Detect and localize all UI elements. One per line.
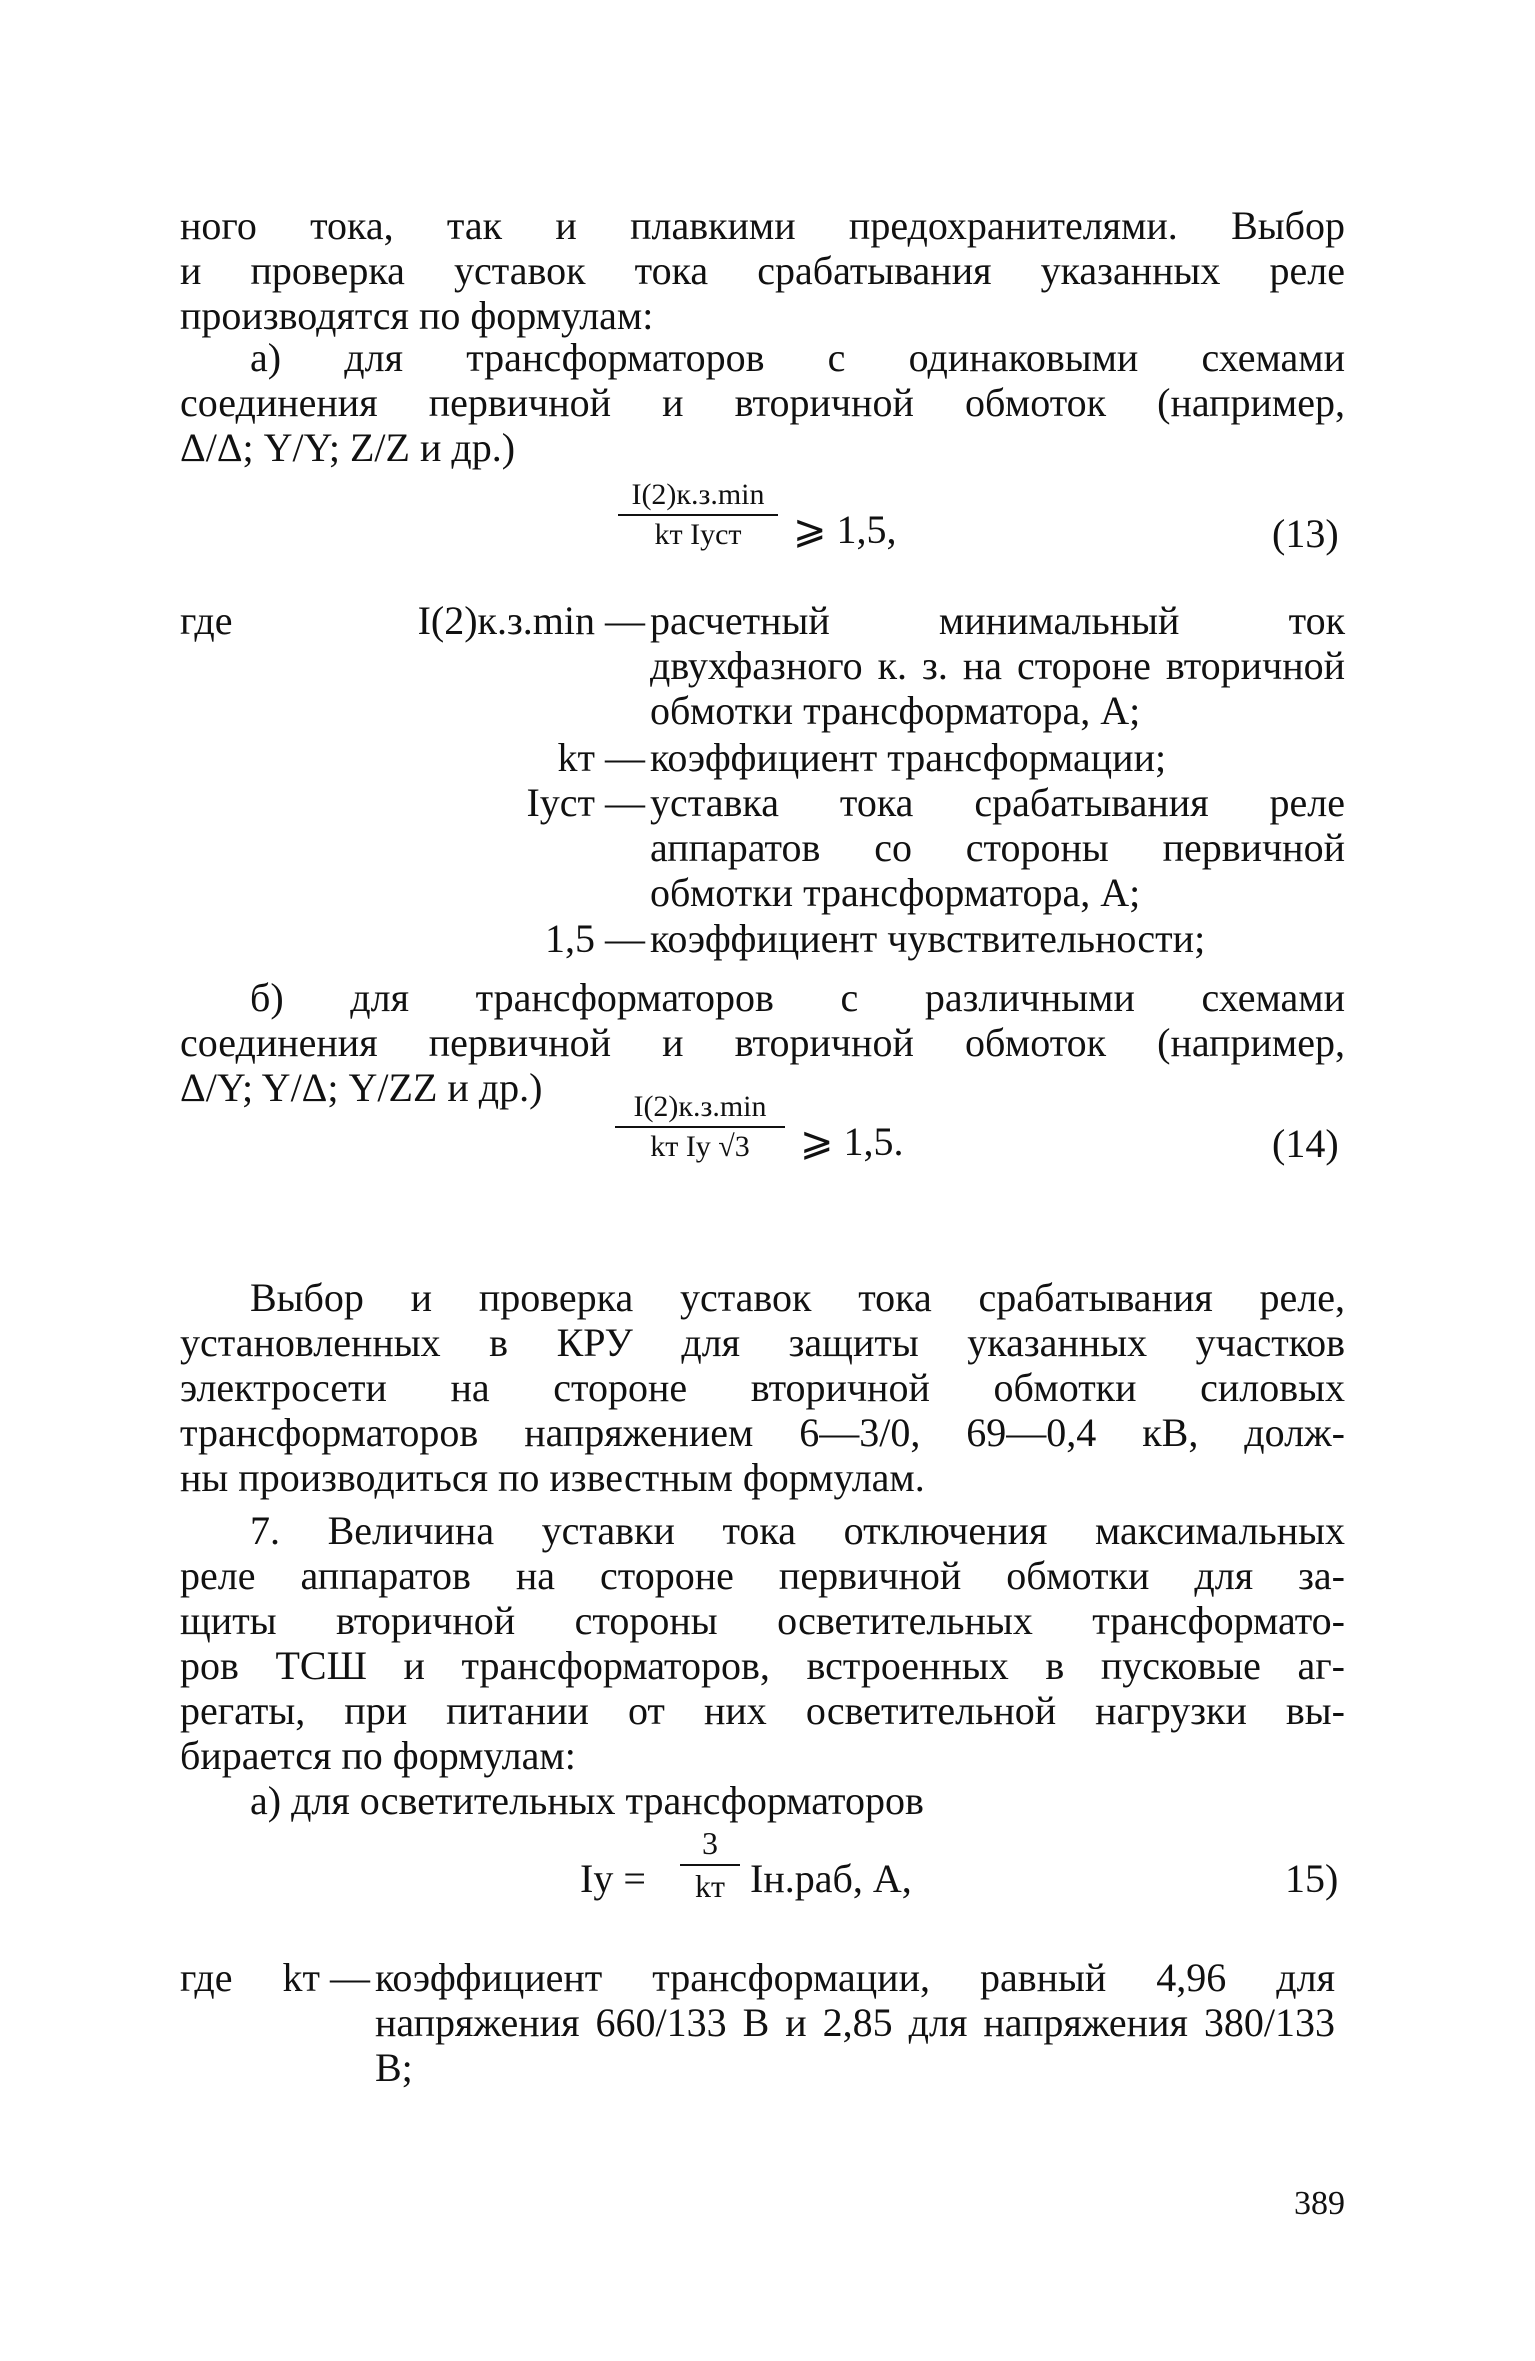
definition-term: Iуст — <box>526 780 645 825</box>
text-line: ны производиться по известным формулам. <box>180 1455 925 1500</box>
definition-term: 1,5 — <box>545 916 645 961</box>
definitions-13 <box>180 598 1345 968</box>
formula-15 <box>580 1825 1100 1935</box>
page-number: 389 <box>1294 2185 1345 2222</box>
formula-14 <box>615 1090 1015 1240</box>
text-line: трансформаторов напряжением 6—3/0, 69—0,4 кВ, долж- <box>180 1410 1345 1455</box>
equation-number: (14) <box>1272 1121 1339 1166</box>
where-lead: где <box>180 598 233 643</box>
definition-text: коэффициент трансформации, равный 4,96 для напряжения 660/133 В и 2,85 для напряжения 380/133 В; <box>375 1955 1335 2090</box>
text-line: соединения первичной и вторичной обмоток (например, <box>180 380 1345 425</box>
numerator: I(2)к.з.min <box>618 478 778 516</box>
text-line: реле аппаратов на стороне первичной обмотки для за- <box>180 1553 1345 1598</box>
text-line: и проверка уставок тока срабатывания указанных реле <box>180 248 1345 293</box>
text-line: ного тока, так и плавкими предохранителями. Выбор <box>180 203 1345 248</box>
text-line: установленных в КРУ для защиты указанных участков <box>180 1320 1345 1365</box>
item-a-paragraph <box>180 335 1345 470</box>
definitions-15 <box>180 1955 1345 2105</box>
text-line: бирается по формулам: <box>180 1733 576 1778</box>
lhs: Iу = <box>580 1856 646 1901</box>
text-line: ров ТСШ и трансформаторов, встроенных в пусковые аг- <box>180 1643 1345 1688</box>
formula-13 <box>618 478 1018 588</box>
equation-number: (13) <box>1272 511 1339 556</box>
definition-text: расчетный минимальный ток двухфазного к. з. на стороне вторичной обмотки трансформатора, А; <box>650 598 1345 733</box>
numerator: I(2)к.з.min <box>615 1090 785 1128</box>
text-line: б) для трансформаторов с различными схемами <box>250 975 1345 1020</box>
where-lead: где <box>180 1955 233 2000</box>
definition-text: коэффициент чувствительности; <box>650 916 1206 961</box>
text-line: а) для осветительных трансформаторов <box>250 1778 924 1823</box>
text-line: Δ/Y; Y/Δ; Y/ZZ и др.) <box>180 1065 543 1110</box>
text-line: Выбор и проверка уставок тока срабатывания реле, <box>250 1275 1345 1320</box>
definition-text: коэффициент трансформации; <box>650 735 1167 780</box>
definition-term: kт — <box>557 735 645 780</box>
text-line: 7. Величина уставки тока отключения максимальных <box>250 1508 1345 1553</box>
denominator: kт Iуст <box>654 518 742 551</box>
rhs: Iн.раб, A, <box>750 1856 912 1901</box>
denominator: kт <box>695 1868 725 1904</box>
text-line: производятся по формулам: <box>180 293 654 338</box>
definition-term: kт — <box>282 1955 370 2000</box>
text-line: соединения первичной и вторичной обмоток (например, <box>180 1020 1345 1065</box>
definition-term: I(2)к.з.min — <box>417 598 645 643</box>
intro-paragraph <box>180 203 1345 338</box>
relation: ⩾ 1,5, <box>793 507 897 552</box>
paragraph-7 <box>180 1508 1345 1823</box>
denominator: kт Iу √3 <box>650 1130 750 1163</box>
text-line: щиты вторичной стороны осветительных трансформато- <box>180 1598 1345 1643</box>
relation: ⩾ 1,5. <box>800 1119 904 1164</box>
text-line: регаты, при питании от них осветительной нагрузки вы- <box>180 1688 1345 1733</box>
choice-paragraph <box>180 1275 1345 1500</box>
text-line: электросети на стороне вторичной обмотки силовых <box>180 1365 1345 1410</box>
text-line: а) для трансформаторов с одинаковыми схемами <box>250 335 1345 380</box>
numerator: 3 <box>680 1825 740 1866</box>
text-line: Δ/Δ; Y/Y; Z/Z и др.) <box>180 425 516 470</box>
equation-number: 15) <box>1285 1856 1339 1901</box>
fraction <box>615 1090 785 1164</box>
definition-text: уставка тока срабатывания реле аппаратов со стороны первичной обмотки трансформатора, А; <box>650 780 1345 915</box>
fraction <box>618 478 778 552</box>
fraction <box>680 1825 740 1905</box>
